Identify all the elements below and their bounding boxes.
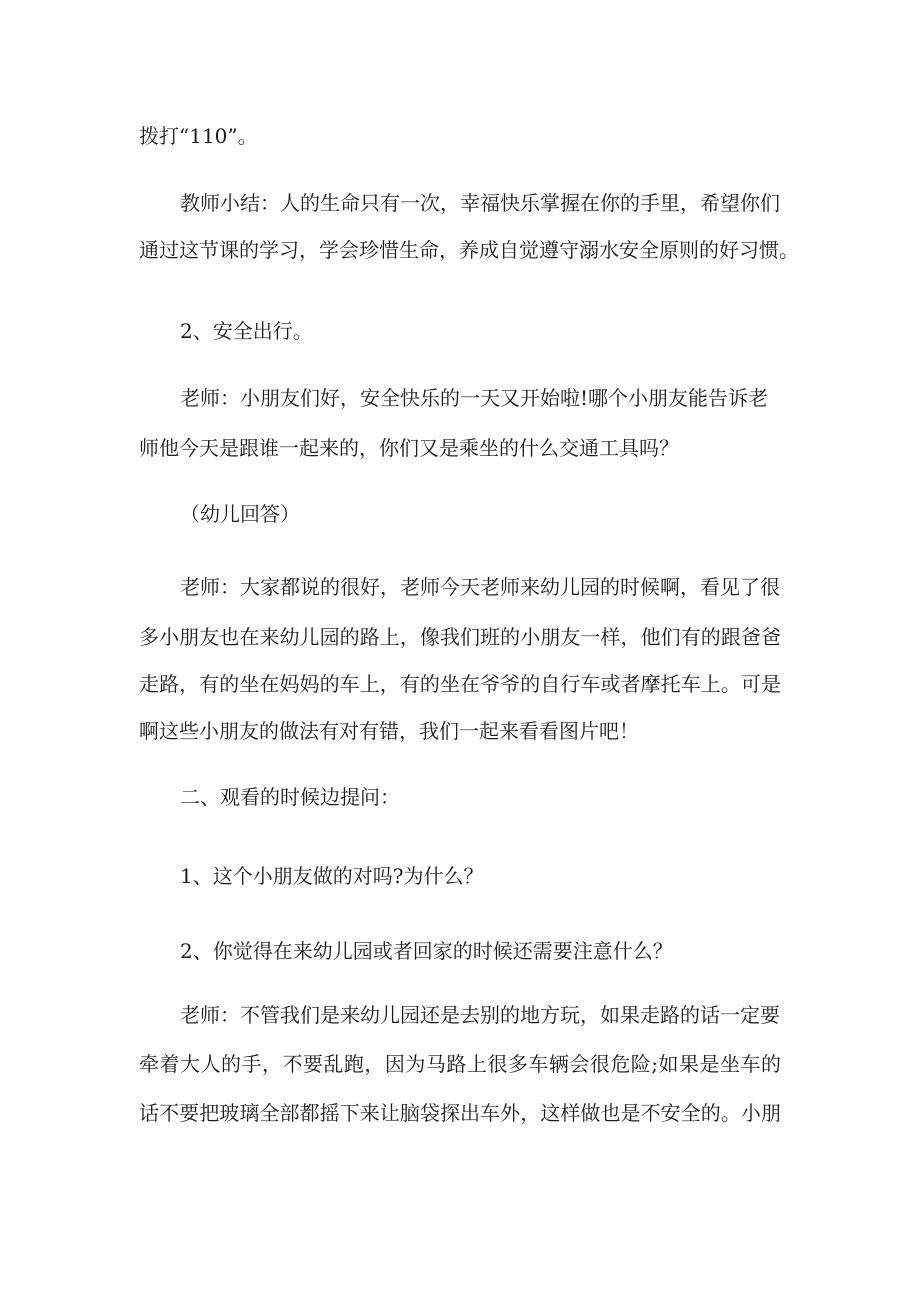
paragraph-teacher-advice-line-1: 老师：不管我们是来幼儿园还是去别的地方玩，如果走路的话一定要 — [180, 1003, 780, 1027]
paragraph-teacher-observation-line-4: 啊这些小朋友的做法有对有错，我们一起来看看图片吧！ — [139, 719, 639, 743]
paragraph-teacher-greeting-line-1: 老师：小朋友们好，安全快乐的一天又开始啦!哪个小朋友能告诉老 — [180, 386, 769, 410]
section-heading-safe-travel: 2、安全出行。 — [180, 319, 313, 343]
paragraph-teacher-summary-line-1: 教师小结：人的生命只有一次，幸福快乐掌握在你的手里，希望你们 — [180, 191, 780, 215]
paragraph-teacher-advice-line-3: 话不要把玻璃全部都摇下来让脑袋探出车外，这样做也是不安全的。小朋 — [139, 1101, 781, 1125]
question-2: 2、你觉得在来幼儿园或者回家的时候还需要注意什么？ — [180, 939, 673, 963]
children-answer-note: （幼儿回答） — [180, 502, 300, 526]
paragraph-teacher-greeting-line-2: 师他今天是跟谁一起来的，你们又是乘坐的什么交通工具吗？ — [139, 436, 679, 460]
paragraph-teacher-summary-line-2: 通过这节课的学习，学会珍惜生命，养成自觉遵守溺水安全原则的好习惯。 — [139, 238, 799, 262]
text-line: 拨打“110”。 — [139, 124, 258, 148]
paragraph-teacher-observation-line-2: 多小朋友也在来幼儿园的路上，像我们班的小朋友一样，他们有的跟爸爸 — [139, 625, 781, 649]
paragraph-teacher-advice-line-2: 牵着大人的手，不要乱跑，因为马路上很多车辆会很危险;如果是坐车的 — [139, 1052, 781, 1076]
paragraph-teacher-observation-line-1: 老师：大家都说的很好，老师今天老师来幼儿园的时候啊，看见了很 — [180, 575, 780, 599]
paragraph-teacher-observation-line-3: 走路，有的坐在妈妈的车上，有的坐在爷爷的自行车或者摩托车上。可是 — [139, 672, 781, 696]
section-heading-questions: 二、观看的时候边提问： — [180, 785, 400, 809]
question-1: 1、这个小朋友做的对吗?为什么？ — [180, 864, 484, 888]
